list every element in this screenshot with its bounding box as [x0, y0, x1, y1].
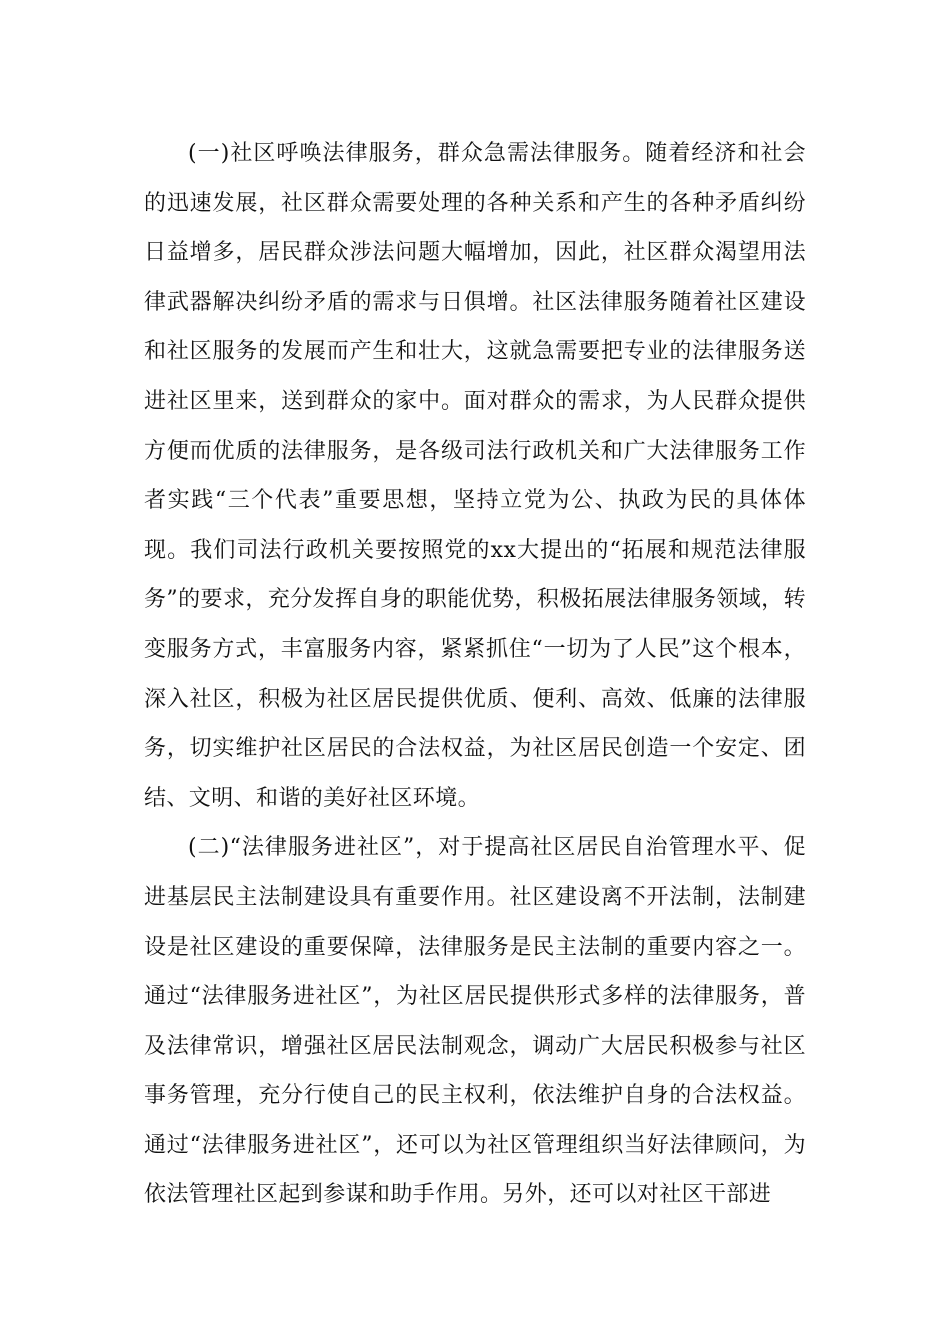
paragraph-two: (二)“法律服务进社区”，对于提高社区居民自治管理水平、促进基层民主法制建设具有重要作用。社区建设离不开法制，法制建设是社区建设的重要保障，法律服务是民主法制的重要内容之一。通过“法律服务进社区”，为社区居民提供形式多样的法律服务，普及法律常识，增强社区居民法制观念，调动广大居民积极参与社区事务管理，充分行使自己的民主权利，依法维护自身的合法权益。通过“法律服务进社区”，还可以为社区管理组织当好法律顾问，为依法管理社区起到参谋和助手作用。另外，还可以对社区干部进 [144, 835, 806, 1208]
document-body [144, 129, 806, 1220]
paragraph-one: (一)社区呼唤法律服务，群众急需法律服务。随着经济和社会的迅速发展，社区群众需要处理的各种关系和产生的各种矛盾纠纷日益增多，居民群众涉法问题大幅增加，因此，社区群众渴望用法律武器解决纠纷矛盾的需求与日俱增。社区法律服务随着社区建设和社区服务的发展而产生和壮大，这就急需要把专业的法律服务送进社区里来，送到群众的家中。面对群众的需求，为人民群众提供方便而优质的法律服务，是各级司法行政机关和广大法律服务工作者实践“三个代表”重要思想，坚持立党为公、执政为民的具体体现。我们司法行政机关要按照党的xx大提出的“拓展和规范法律服务”的要求，充分发挥自身的职能优势，积极拓展法律服务领域，转变服务方式，丰富服务内容，紧紧抓住“一切为了人民”这个根本，深入社区，积极为社区居民提供优质、便利、高效、低廉的法律服务，切实维护社区居民的合法权益，为社区居民创造一个安定、团结、文明、和谐的美好社区环境。 [144, 141, 806, 811]
